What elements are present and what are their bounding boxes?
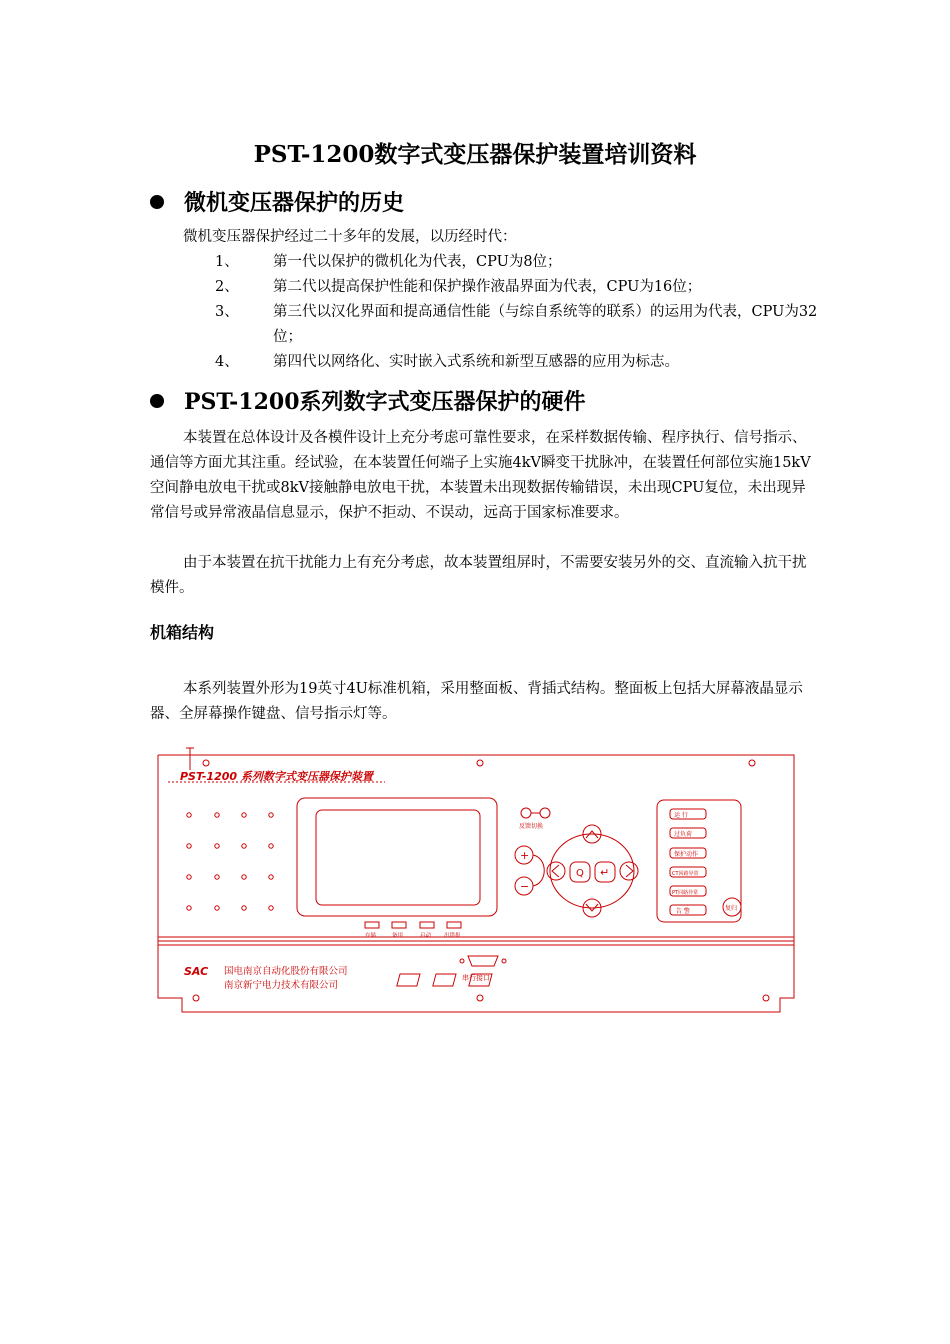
signal-label: 运 行	[674, 812, 688, 819]
lcd-bezel	[297, 798, 497, 916]
section-history-title: 微机变压器保护的历史	[184, 190, 405, 216]
q-key-label: Q	[576, 868, 584, 879]
switch-label: 反馈切换	[519, 823, 544, 830]
led-label: 备用	[392, 933, 404, 939]
chassis-paragraph: 本系列装置外形为19英寸4U标准机箱，采用整面板、背插式结构。整面板上包括大屏幕液晶显示器、全屏幕操作键盘、信号指示灯等。	[150, 681, 803, 722]
led-label: 存储	[365, 933, 377, 939]
serial-port-label: 串行接口	[462, 974, 490, 982]
list-number: 4、	[215, 354, 239, 370]
company-name-1: 国电南京自动化股份有限公司	[224, 966, 348, 977]
list-text: 第二代以提高保护性能和保护操作液晶界面为代表，CPU为16位；	[273, 279, 702, 295]
mount-hole	[193, 995, 199, 1001]
mount-hole	[477, 760, 483, 766]
section-hardware-title: PST-1200系列数字式变压器保护的硬件	[184, 389, 586, 415]
lcd-screen	[316, 810, 480, 905]
chassis-heading: 机箱结构	[150, 623, 215, 642]
indicator-led	[365, 922, 379, 928]
list-text: 第三代以汉化界面和提高通信性能（与综自系统等的联系）的运用为代表，CPU为32位；	[273, 304, 818, 345]
signal-label: PT回路异常	[672, 890, 699, 896]
led-grid	[187, 813, 273, 910]
led-label: 出错报	[444, 933, 461, 939]
switch-down-button[interactable]	[540, 808, 550, 818]
mount-hole	[763, 995, 769, 1001]
list-number: 3、	[215, 304, 239, 320]
signal-panel	[657, 800, 741, 922]
minus-key-label: −	[520, 880, 530, 893]
nav-ring	[550, 834, 634, 908]
hardware-paragraph-1: 本装置在总体设计及各模件设计上充分考虑可靠性要求，在采样数据传输、程序执行、信号指示、通信等方面尤其注重。经试验，在本装置任何端子上实施4kV瞬变干扰脉冲，在装置任何部位实施15kV空间静电放电干扰或8kV接触静电放电干扰，本装置未出现数据传输错误，未出现CPU复位，未出现异常信号或异常液晶信息显示，保护不拒动、不误动，远高于国家标准要求。	[150, 430, 811, 521]
switch-up-button[interactable]	[521, 808, 531, 818]
right-key[interactable]	[620, 862, 638, 880]
panel-title: PST-1200 系列数字式变压器保护装置	[180, 770, 373, 783]
document-title: PST-1200数字式变压器保护装置培训资料	[253, 141, 697, 168]
company-logo: SAC	[184, 965, 209, 978]
signal-label: 过负荷	[674, 831, 693, 838]
enter-key-label: ↵	[600, 866, 610, 879]
serial-port	[468, 956, 498, 966]
indicator-led	[392, 922, 406, 928]
led-label: 启动	[420, 933, 432, 939]
plus-key-label: +	[520, 849, 530, 862]
signal-label: 保护动作	[674, 851, 699, 858]
history-intro: 微机变压器保护经过二十多年的发展，以历经时代：	[183, 229, 517, 245]
reset-label: 复归	[725, 905, 738, 912]
list-text: 第四代以网络化、实时嵌入式系统和新型互感器的应用为标志。	[273, 354, 679, 370]
mount-hole	[477, 995, 483, 1001]
indicator-led	[447, 922, 461, 928]
company-name-2: 南京新宁电力技术有限公司	[224, 980, 339, 991]
hardware-paragraph-2: 由于本装置在抗干扰能力上有充分考虑，故本装置组屏时，不需要安装另外的交、直流输入抗干扰模件。	[150, 555, 807, 596]
list-number: 1、	[215, 254, 239, 270]
mount-hole	[203, 760, 209, 766]
mount-hole	[749, 760, 755, 766]
signal-label: CT回路异常	[672, 871, 699, 877]
list-number: 2、	[215, 279, 239, 295]
signal-label: 告 警	[676, 908, 690, 915]
indicator-led	[420, 922, 434, 928]
list-text: 第一代以保护的微机化为代表，CPU为8位；	[273, 254, 562, 270]
